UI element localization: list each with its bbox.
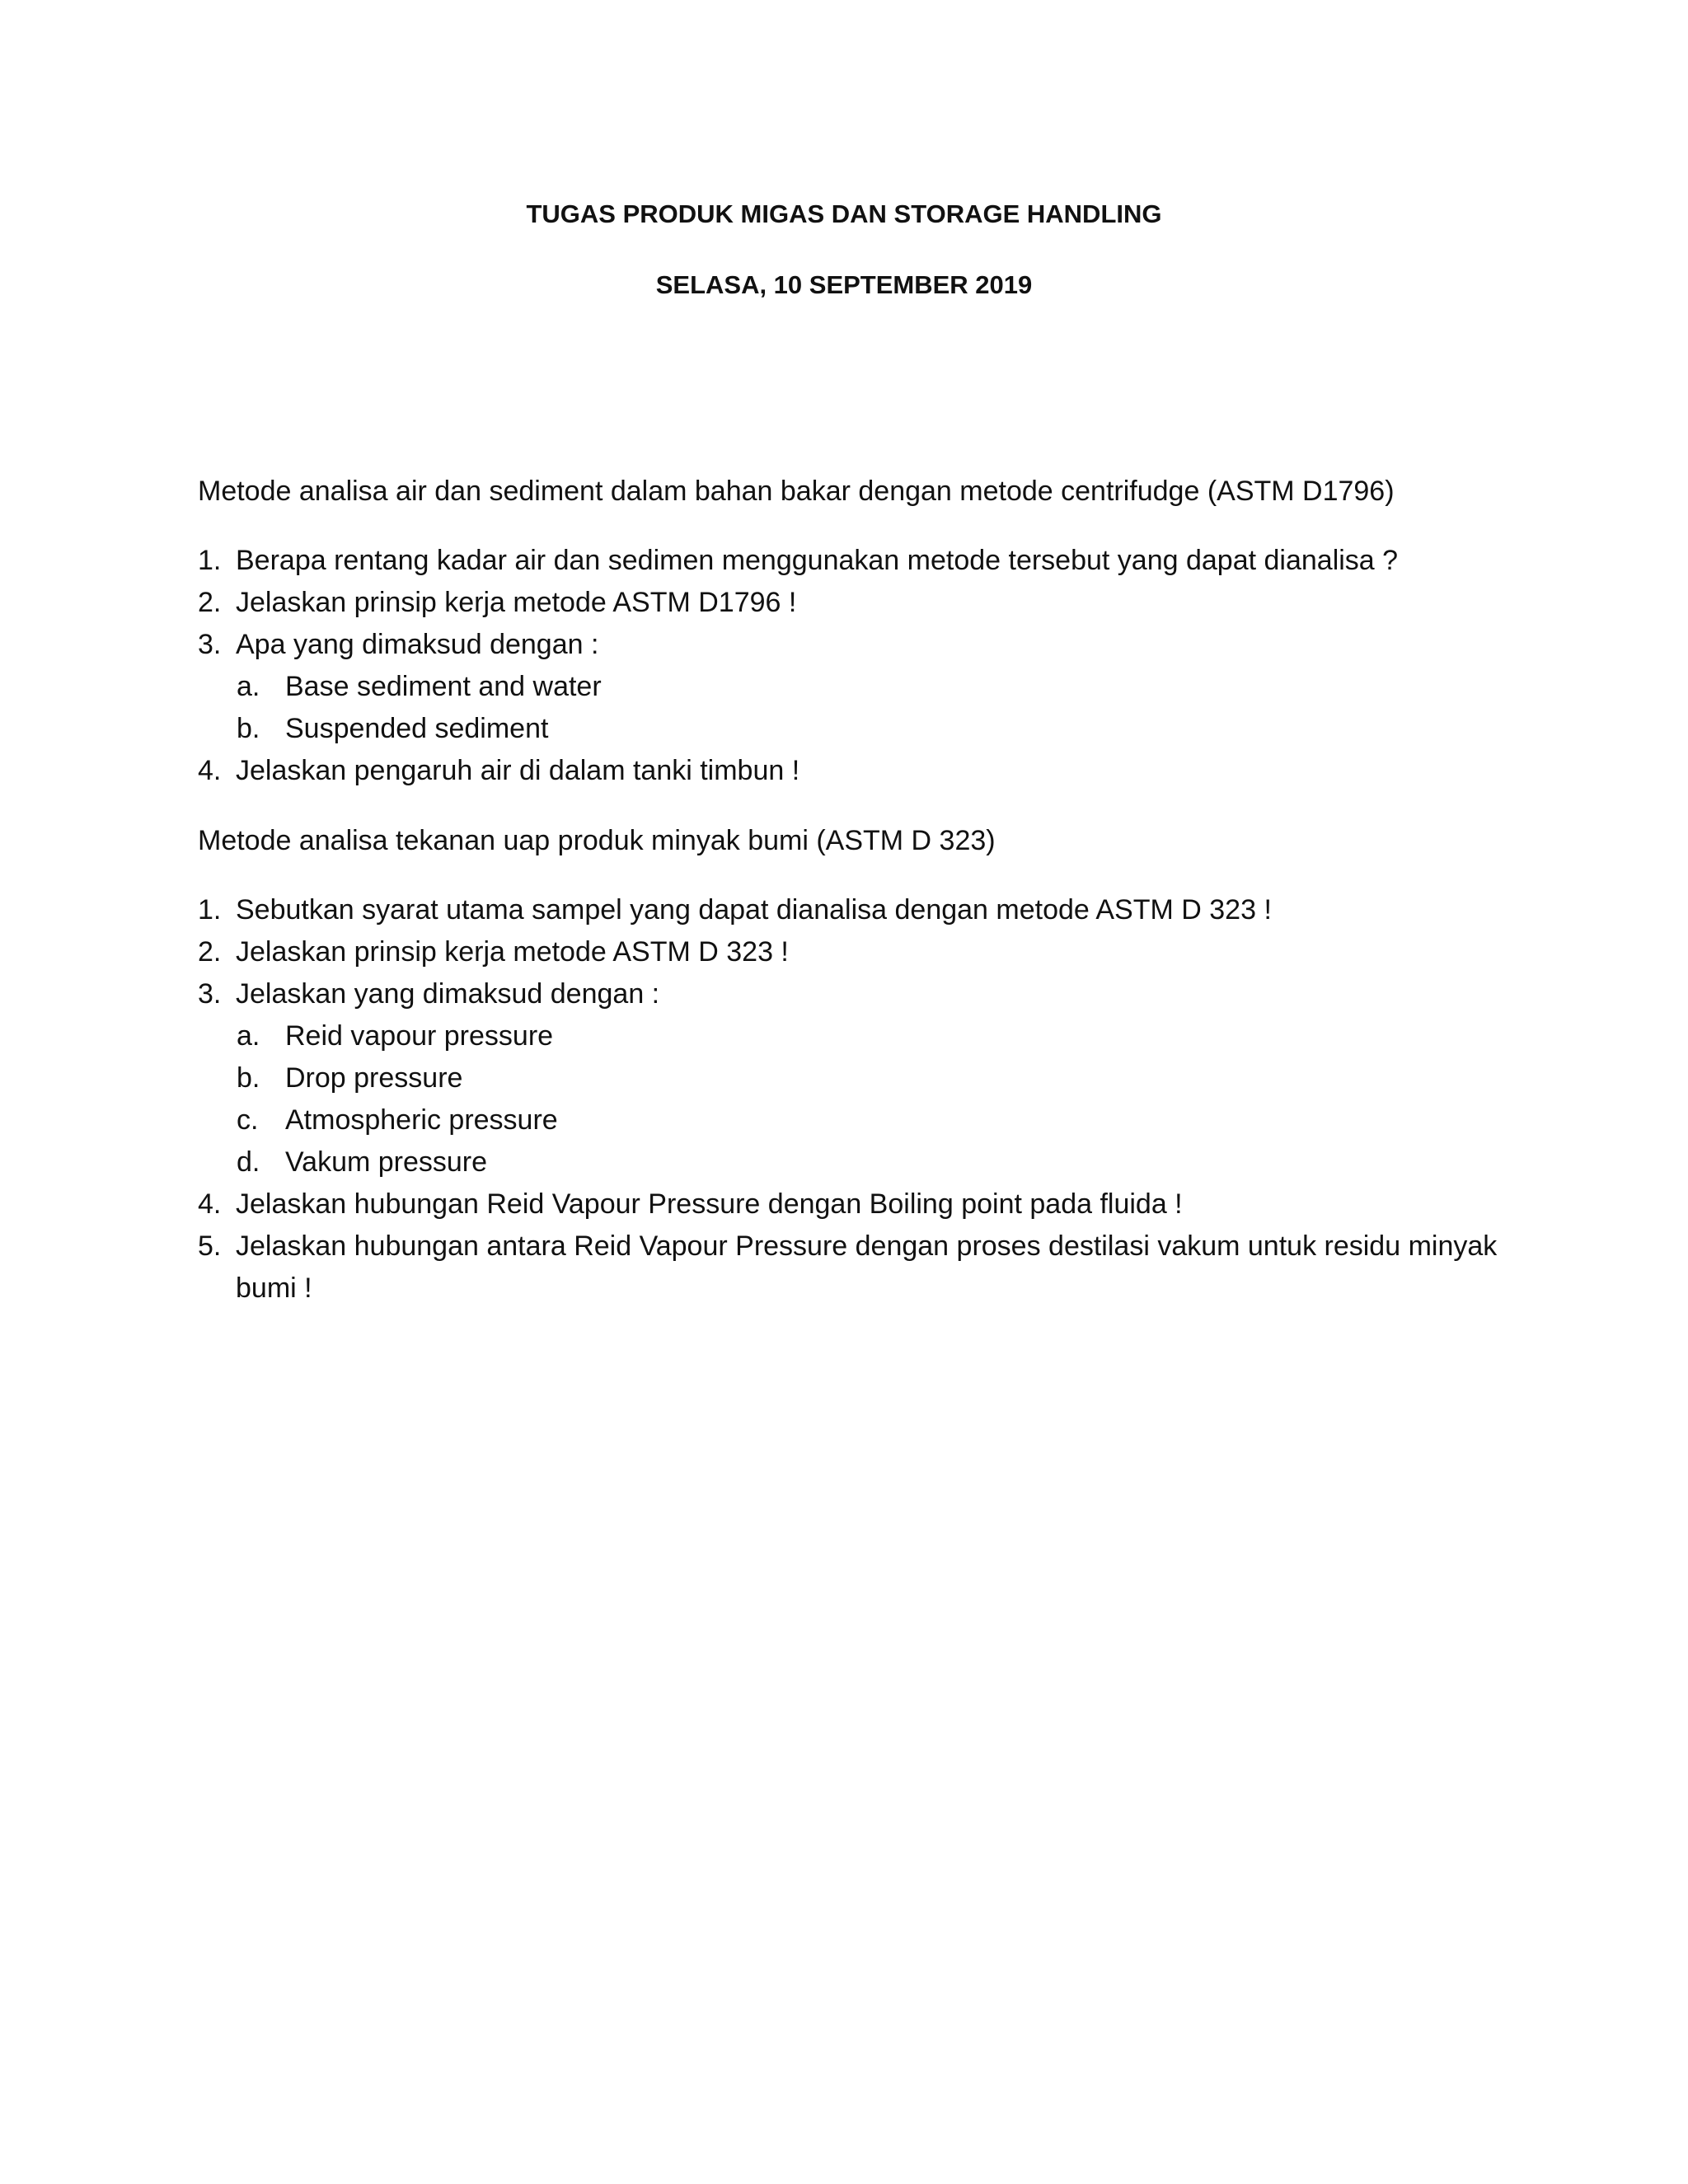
subitem-letter: a. — [237, 671, 260, 702]
item-text: Jelaskan prinsip kerja metode ASTM D 323 ! — [236, 936, 789, 968]
item-number: 1. — [198, 545, 222, 576]
subitem-letter: c. — [237, 1104, 259, 1136]
item-text: Berapa rentang kadar air dan sedimen menggunakan metode tersebut yang dapat dianalisa ? — [236, 545, 1399, 576]
subitem-letter: d. — [237, 1146, 260, 1178]
item-text: Apa yang dimaksud dengan : — [236, 629, 599, 660]
document-title: TUGAS PRODUK MIGAS DAN STORAGE HANDLING — [526, 199, 1162, 228]
item-text-continuation: bumi ! — [236, 1272, 312, 1304]
section1-heading: Metode analisa air dan sediment dalam bahan bakar dengan metode centrifudge (ASTM D1796) — [198, 476, 1395, 507]
item-number: 2. — [198, 936, 222, 968]
subitem-text: Drop pressure — [285, 1062, 463, 1094]
item-number: 1. — [198, 894, 222, 926]
section2-item-5-text: Jelaskan hubungan antara Reid Vapour Pressure dengan proses destilasi vakum untuk residu minyak — [236, 1230, 1498, 1262]
item-text: Sebutkan syarat utama sampel yang dapat dianalisa dengan metode ASTM D 323 ! — [236, 894, 1272, 926]
subitem-text: Atmospheric pressure — [285, 1104, 558, 1136]
document-date: SELASA, 10 SEPTEMBER 2019 — [655, 270, 1033, 299]
subitem-text: Base sediment and water — [285, 671, 602, 702]
subitem-text: Suspended sediment — [285, 713, 549, 744]
subitem-letter: b. — [237, 713, 260, 744]
item-number: 3. — [198, 978, 222, 1010]
subitem-text: Reid vapour pressure — [285, 1020, 554, 1052]
item-number: 5. — [198, 1230, 222, 1262]
item-text: Jelaskan hubungan Reid Vapour Pressure dengan Boiling point pada fluida ! — [236, 1188, 1183, 1220]
item-number: 2. — [198, 587, 222, 618]
subitem-letter: b. — [237, 1062, 260, 1094]
item-number: 3. — [198, 629, 222, 660]
item-number: 4. — [198, 1188, 222, 1220]
item-text: Jelaskan pengaruh air di dalam tanki timbun ! — [236, 755, 800, 786]
subitem-letter: a. — [237, 1020, 260, 1052]
item-text: Jelaskan yang dimaksud dengan : — [236, 978, 660, 1010]
item-number: 4. — [198, 755, 222, 786]
subitem-text: Vakum pressure — [285, 1146, 488, 1178]
section2-heading: Metode analisa tekanan uap produk minyak bumi (ASTM D 323) — [198, 825, 996, 856]
item-text: Jelaskan prinsip kerja metode ASTM D1796 ! — [236, 587, 797, 618]
